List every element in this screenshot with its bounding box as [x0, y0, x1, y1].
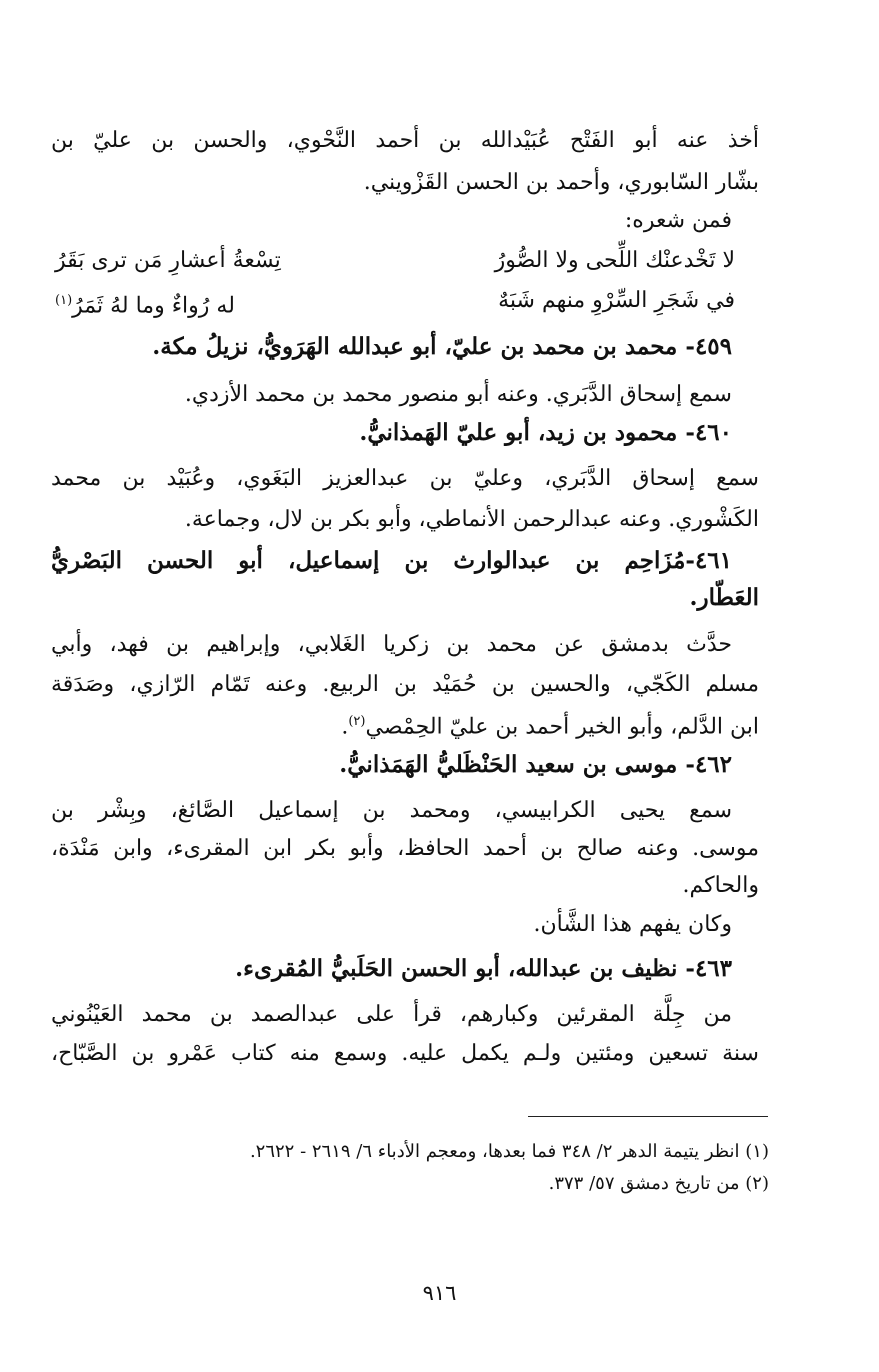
text-line: وكان يفهم هذا الشَّأن. [533, 912, 732, 937]
entry-heading: ٤٦٣- نظيف بن عبدالله، أبو الحسن الحَلَبيُّ المُقرىء. [235, 955, 732, 982]
entry-heading: ٤٦٢- موسى بن سعيد الحَنْظَليُّ الهَمَذانيُّ. [339, 751, 732, 778]
poetry-verse [55, 241, 735, 281]
verse-hemistich: تِسْعةُ أعشارِ مَن ترى بَقَرُ [55, 248, 281, 273]
text-line: مسلم الكَجّي، والحسين بن حُمَيْد بن الربيع. وعنه تَمّام الرّازي، وصَدَقة [51, 672, 759, 697]
entry-heading: العَطّار. [689, 584, 759, 611]
text-line: بشّار السّابوري، وأحمد بن الحسن القَزْويني. [363, 170, 759, 195]
text-line: سمع يحيى الكرابيسي، ومحمد بن إسماعيل الصَّائغ، وبِشْر بن [51, 798, 732, 823]
text-line: سنة تسعين ومئتين ولـم يكمل عليه. وسمع منه كتاب عَمْرو بن الصَّبّاح، [51, 1041, 759, 1066]
text-line: موسى. وعنه صالح بن أحمد الحافظ، وأبو بكر ابن المقرىء، وابن مَنْدَة، [51, 836, 759, 861]
verse-hemistich: لا تَخْدعنْك اللِّحى ولا الصُّورُ [494, 248, 735, 273]
text-line: سمع إسحاق الدَّبَري. وعنه أبو منصور محمد بن محمد الأزدي. [184, 382, 732, 407]
text-line: فمن شعره: [624, 208, 732, 233]
footnote: (١) انظر يتيمة الدهر ٢/ ٣٤٨ فما بعدها، ومعجم الأدباء ٦/ ٢٦١٩ - ٢٦٢٢. [249, 1141, 769, 1162]
text-line: حدَّث بدمشق عن محمد بن زكريا الغَلابي، وإبراهيم بن فهد، وأبي [51, 632, 732, 657]
text-line: أخذ عنه أبو الفَتْح عُبَيْدالله بن أحمد النَّحْوي، والحسن بن عليّ بن [51, 128, 759, 153]
footnote-divider [528, 1116, 768, 1117]
footnote-ref: (١) [55, 293, 73, 308]
entry-heading: ٤٥٩- محمد بن محمد بن عليّ، أبو عبدالله الهَرَويُّ، نزيلُ مكة. [152, 333, 732, 360]
text-line: والحاكم. [682, 873, 759, 898]
footnote: (٢) من تاريخ دمشق ٥٧/ ٣٧٣. [548, 1173, 769, 1194]
entry-heading: ٤٦١-مُزَاحِم بن عبدالوارث بن إسماعيل، أبو الحسن البَصْريُّ [51, 547, 732, 574]
text-line: من جِلَّة المقرئين وكبارهم، قرأ على عبدالصمد بن محمد العَيْنُوني [51, 1002, 732, 1027]
footnote-ref: (٢) [348, 714, 366, 729]
verse-hemistich: في شَجَرِ السِّرْوِ منهم شَبَهٌ [498, 288, 735, 313]
text-line: ابن الدَّلم، وأبو الخير أحمد بن عليّ الحِمْصي$^{(٢)}$. [341, 714, 759, 740]
entry-heading: ٤٦٠- محمود بن زيد، أبو عليّ الهَمذانيُّ. [359, 419, 732, 446]
verse-hemistich: له رُواءٌ وما لهُ ثَمَرُ$^{(١)}$ [55, 293, 235, 319]
text-line: سمع إسحاق الدَّبَري، وعليّ بن عبدالعزيز البَغَوي، وعُبَيْد بن محمد [51, 466, 759, 491]
text-line: الكَشْوري. وعنه عبدالرحمن الأنماطي، وأبو بكر بن لال، وجماعة. [184, 507, 759, 532]
poetry-verse [55, 281, 735, 321]
page-number: ٩١٦ [422, 1281, 457, 1305]
